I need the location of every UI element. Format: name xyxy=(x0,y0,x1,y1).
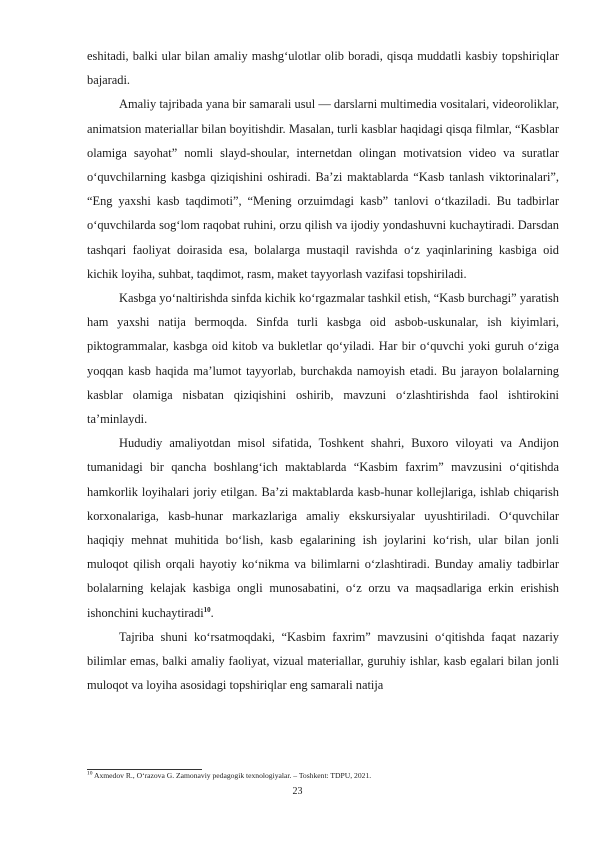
paragraph-regional-practice xyxy=(87,431,559,625)
paragraph-continuation: eshitadi, balki ular bilan amaliy mashg‘ulotlar olib boradi, qisqa muddatli kasbiy topshiriqlar bajaradi. xyxy=(87,49,559,88)
footnote-divider xyxy=(87,769,202,770)
document-body xyxy=(87,44,559,697)
paragraph-experience: Tajriba shuni ko‘rsatmoqdaki, “Kasbim faxrim” mavzusini o‘qitishda faqat nazariy bilimlar emas, balki amaliy faoliyat, vizual materiallar, guruhiy ishlar, kasb egalari bilan jonli muloqot va loyiha asosidagi topshiriqlar eng samarali natija xyxy=(87,629,559,693)
paragraph-regional-text: Hududiy amaliyotdan misol sifatida, Toshkent shahri, Buxoro viloyati va Andijon tumanidagi bir qancha boshlang‘ich maktablarda “Kasbim faxrim” mavzusini o‘qitishda hamkorlik loyihalari joriy etilgan. Ba’zi maktablarda kasb-hunar kollejlariga, ishlab chiqarish korxonalariga, kasb-hunar markazlariga amaliy ekskursiyalar uyushtiriladi. O‘quvchilar haqiqiy mehnat muhitida bo‘lish, kasb egalarining ish joylarini ko‘rish, ular bilan jonli muloqot qilish orqali hayotiy ko‘nikma va bilimlarni o‘zlashtiradi. Bunday amaliy tadbirlar bolalarning kelajak kasbiga ongli munosabatini, o‘z orzu va maqsadlariga erkin erishish ishonchini kuchaytiradi xyxy=(87,436,559,620)
footnote-reference-period: . xyxy=(210,605,214,620)
paragraph-multimedia: Amaliy tajribada yana bir samarali usul — darslarni multimedia vositalari, videoroliklar, animatsion materiallar bilan boyitishdir. Masalan, turli kasblar haqidagi qisqa filmlar, “Kasblar olamiga sayohat” nomli slayd-shoular, internetdan olingan motivatsion video va suratlar o‘quvchilarning kasbga qiziqishini oshiradi. Ba’zi maktablarda “Kasb tanlash viktorinalari”, “Eng yaxshi kasb taqdimoti”, “Mening orzuimdagi kasb” tanlovi o‘tkaziladi. Bu tadbirlar o‘quvchilarda sog‘lom raqobat ruhini, orzu qilish va ijodiy yondashuvni kuchaytiradi. Darsdan tashqari faoliyat doirasida esa, bolalarga mustaqil ravishda o‘z yaqinlarining kasbiga oid kichik loyiha, suhbat, taqdimot, rasm, maket tayyorlash vazifasi topshiriladi. xyxy=(87,97,559,281)
paragraph-exhibition: Kasbga yo‘naltirishda sinfda kichik ko‘rgazmalar tashkil etish, “Kasb burchagi” yaratish ham yaxshi natija bermoqda. Sinfda turli kasbga oid asbob-uskunalar, ish kiyimlari, piktogrammalar, kasbga oid kitob va bukletlar qo‘yiladi. Har bir o‘quvchi yoki guruh o‘ziga yoqqan kasb haqida ma’lumot tayyorlab, burchakda namoyish etadi. Bu jarayon bolalarning kasblar olamiga nisbatan qiziqishini oshirib, mavzuni o‘zlashtirishda faol ishtirokini ta’minlaydi. xyxy=(87,291,559,427)
footnote-reference[interactable]: 10 xyxy=(203,605,211,614)
page-number: 23 xyxy=(292,786,303,797)
footnote-text: Axmedov R., O‘razova G. Zamonaviy pedagogik texnologiyalar. – Toshkent: TDPU, 2021. xyxy=(92,771,372,780)
footnote-number: 10 xyxy=(87,770,93,777)
footnote xyxy=(87,771,559,781)
